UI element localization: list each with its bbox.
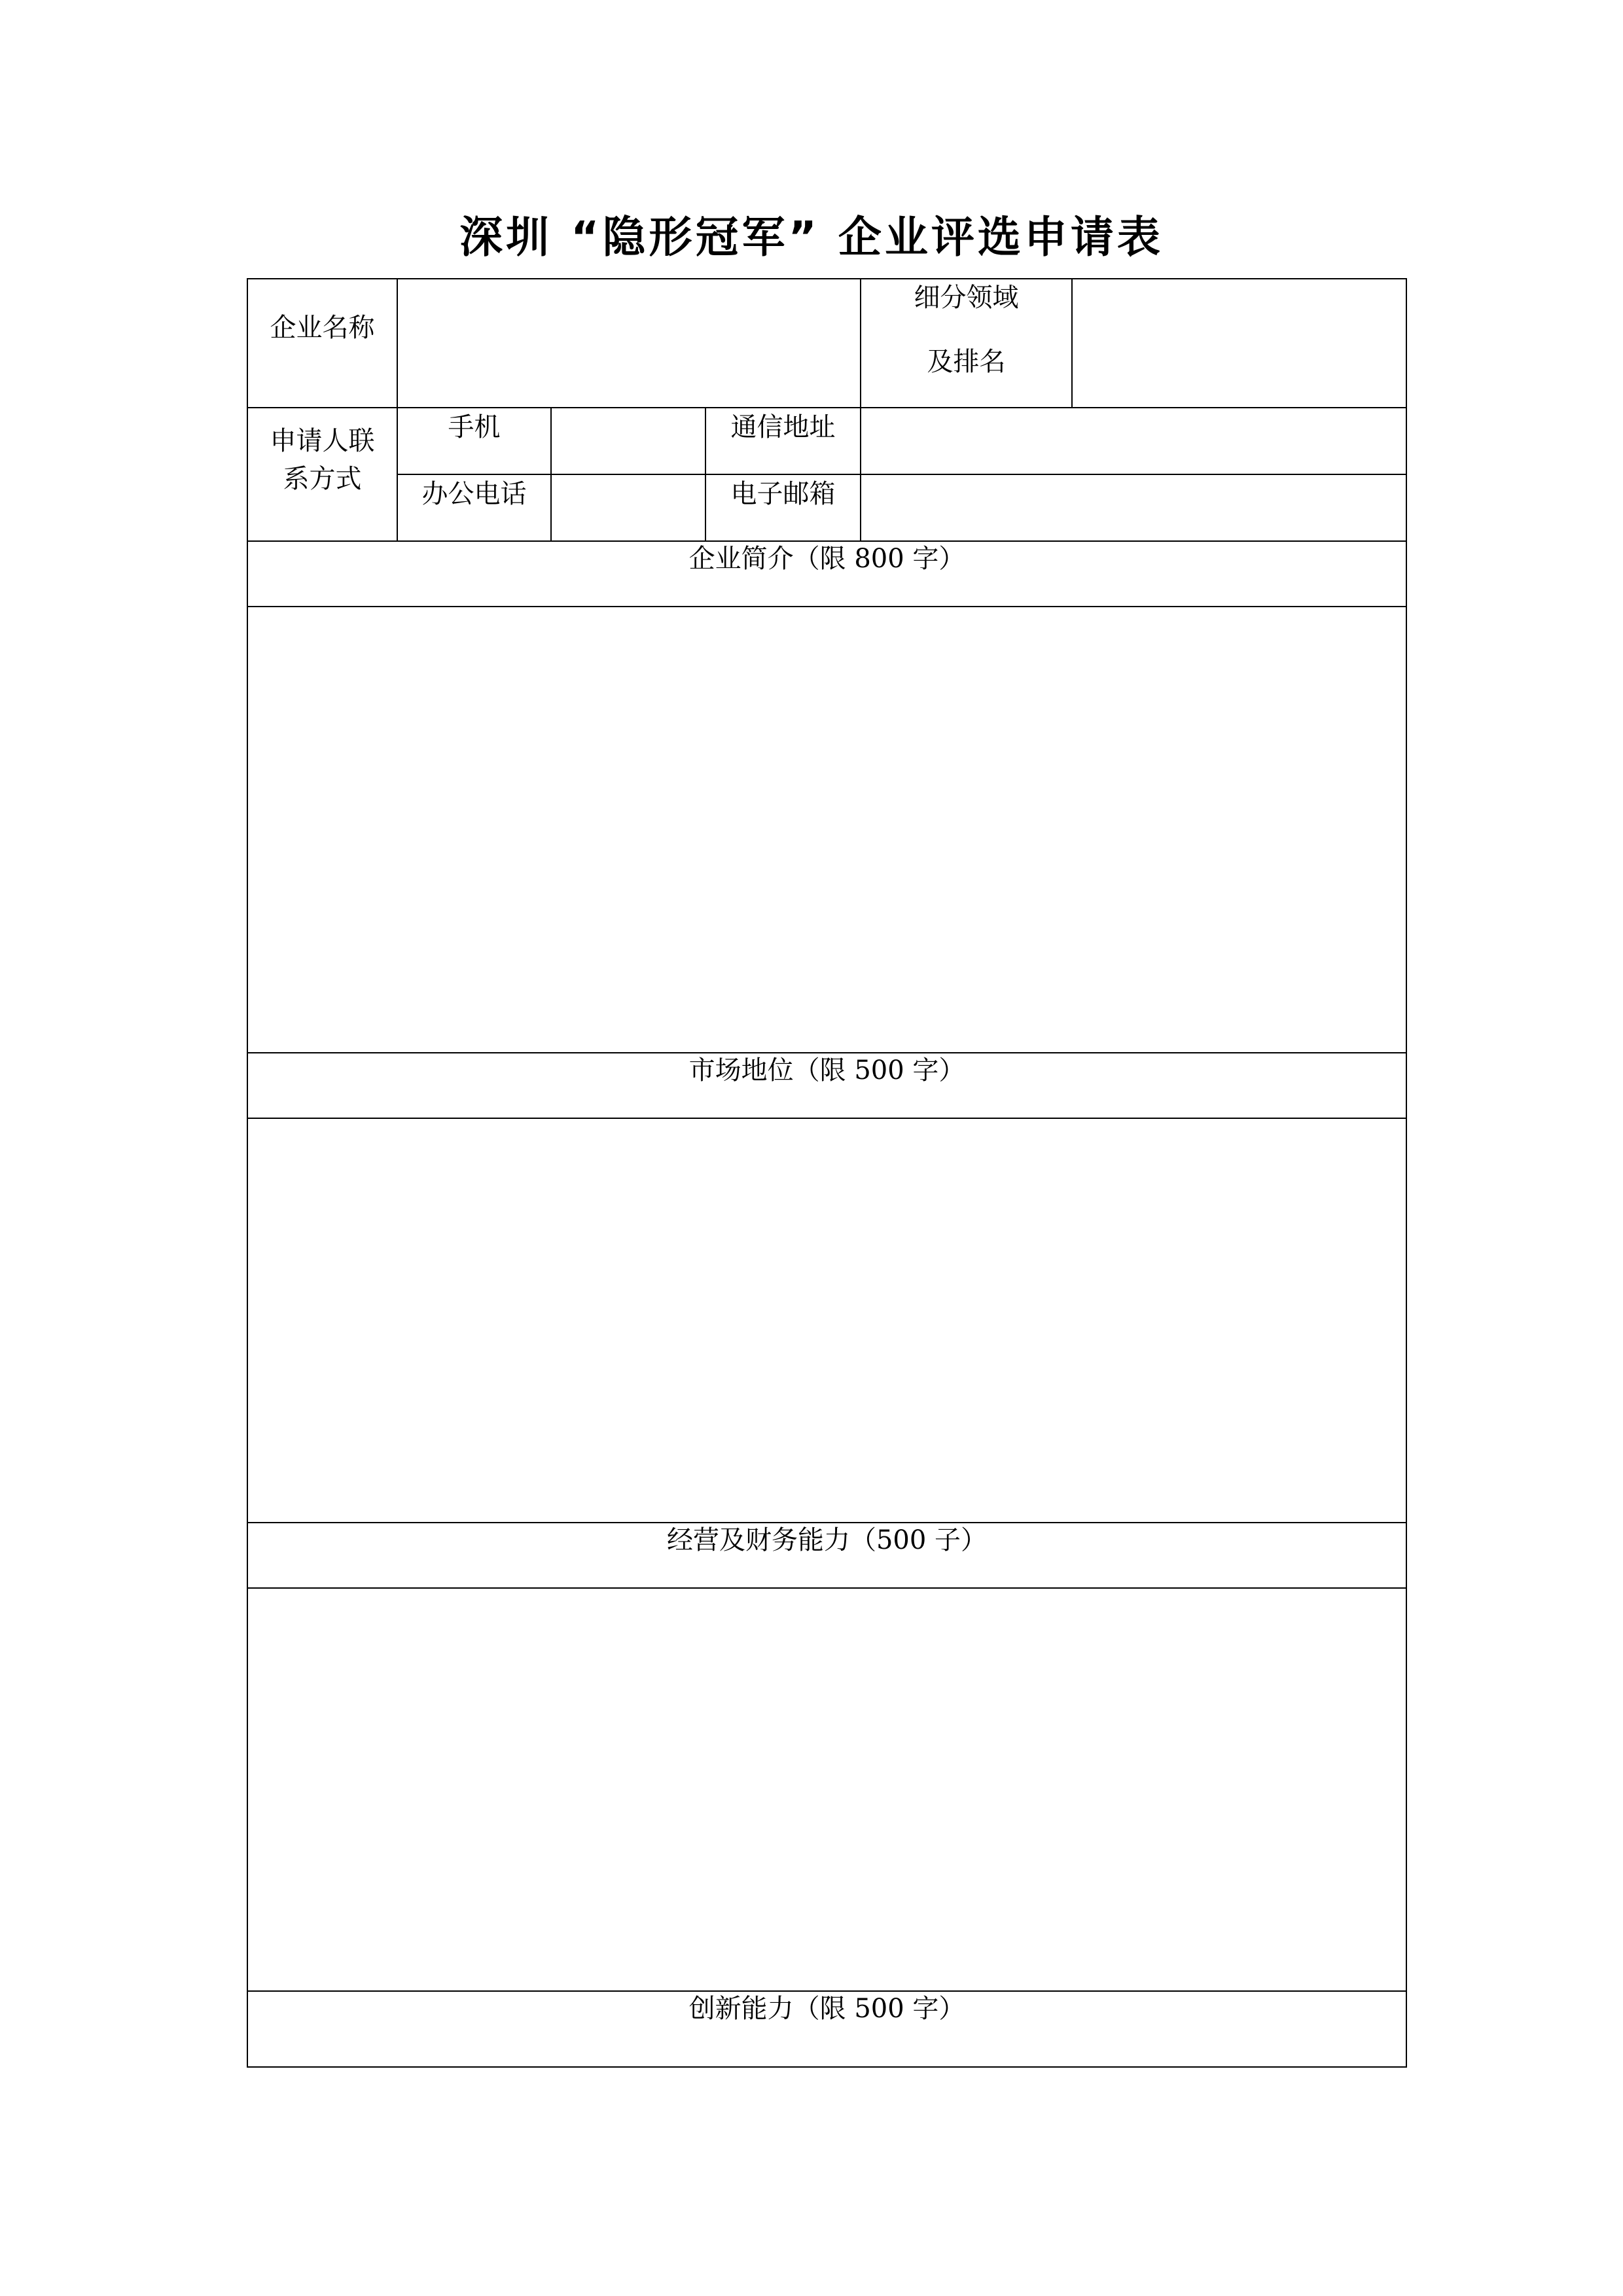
table-border-right [1406,278,1407,2068]
segment-rank-field[interactable] [1073,279,1406,407]
address-label: 通信地址 [730,412,836,442]
office-phone-label: 办公电话 [421,479,527,509]
form-title: 深圳 “隐形冠军” 企业评选申请表 [459,212,1164,262]
company-name-field[interactable] [398,279,860,407]
company-name-label: 企业名称 [270,313,375,343]
section-heading-operations-finance: 经营及财务能力（500 子） [666,1525,988,1555]
email-label: 电子邮箱 [730,479,836,509]
section-heading-company-intro: 企业简介（限 800 字） [688,544,965,574]
mobile-label: 手机 [448,412,501,442]
section-heading-innovation: 创新能力（限 500 字） [688,1994,965,2024]
application-form-table [247,278,1407,2068]
operations-finance-field[interactable] [248,1589,1406,1990]
address-field[interactable] [861,408,1406,474]
table-border-bottom [247,2066,1407,2068]
mobile-field[interactable] [552,408,705,474]
company-intro-field[interactable] [248,607,1406,1052]
applicant-contact-label-line1: 申请人联 [270,426,375,456]
section-heading-market-position: 市场地位（限 500 字） [688,1055,965,1086]
segment-label-line1: 细分领域 [914,283,1019,313]
applicant-contact-label-line2: 系方式 [283,464,362,494]
market-position-field[interactable] [248,1119,1406,1522]
segment-label-line2: 及排名 [927,347,1006,377]
email-field[interactable] [861,475,1406,540]
office-phone-field[interactable] [552,475,705,540]
